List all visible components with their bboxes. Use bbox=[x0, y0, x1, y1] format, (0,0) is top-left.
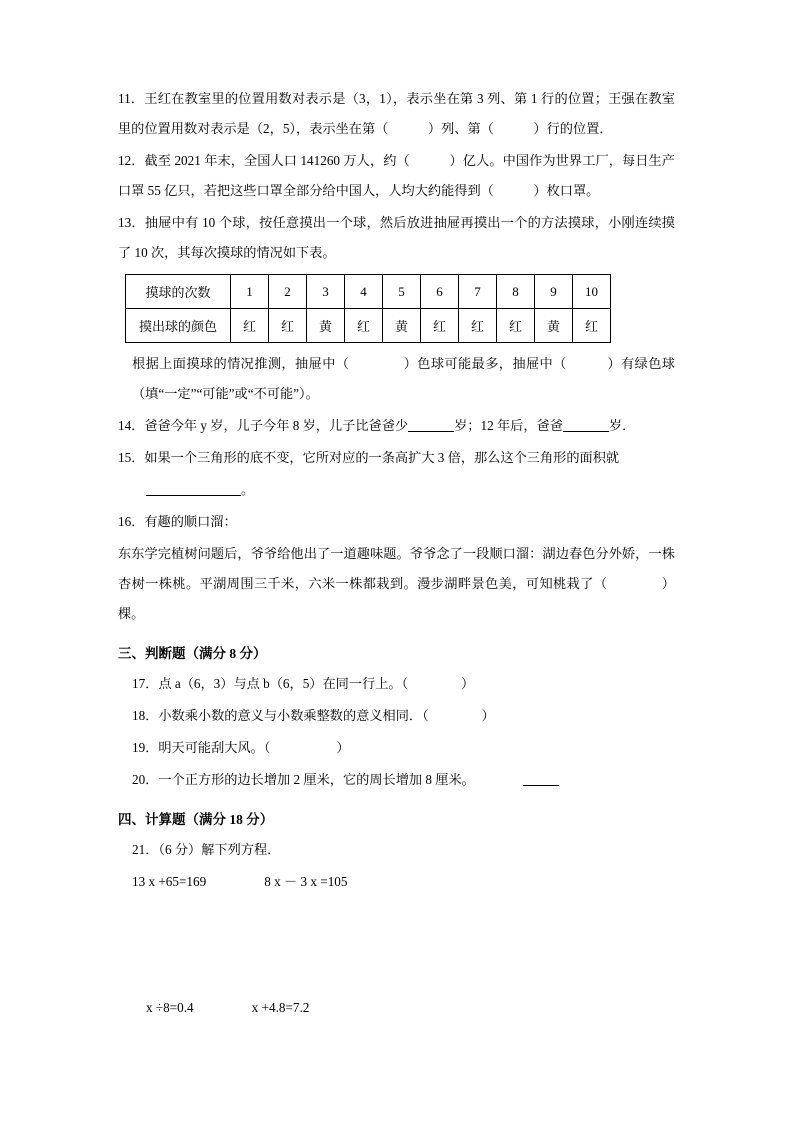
table-cell: 8 bbox=[497, 275, 535, 309]
question-19: 19．明天可能刮大风。（ ） bbox=[132, 740, 350, 755]
table-cell: 10 bbox=[573, 275, 611, 309]
question-14-part3: 岁． bbox=[608, 418, 636, 433]
table-cell: 1 bbox=[231, 275, 269, 309]
question-14 bbox=[118, 411, 675, 441]
answer-blank[interactable] bbox=[523, 771, 559, 786]
equation-2: 8 x － 3 x =105 bbox=[264, 874, 348, 889]
question-20-text: 20．一个正方形的边长增加 2 厘米，它的周长增加 8 厘米。 bbox=[132, 772, 475, 787]
table-cell: 2 bbox=[269, 275, 307, 309]
question-17: 17．点 a（6，3）与点 b（6，5）在同一行上。（ ） bbox=[132, 676, 475, 691]
table-row bbox=[126, 309, 611, 343]
question-16-body: 东东学完植树问题后，爷爷给他出了一道趣味题。爷爷念了一段顺口溜：湖边春色分外娇，一株杏树一株桃。平湖周围三千米，六米一株都栽到。漫步湖畔景色美，可知桃栽了（ ）棵。 bbox=[118, 546, 675, 621]
section-heading-3: 三、判断题（满分 8 分） bbox=[118, 646, 267, 661]
table-cell: 红 bbox=[345, 309, 383, 343]
equation-4: x +4.8=7.2 bbox=[251, 1000, 310, 1015]
answer-blank[interactable] bbox=[408, 417, 454, 432]
question-15-end: 。 bbox=[241, 482, 255, 497]
answer-blank[interactable] bbox=[146, 481, 241, 496]
question-16-title: 16．有趣的顺口溜： bbox=[118, 514, 237, 529]
table-row1-header: 摸球的次数 bbox=[126, 275, 231, 309]
table-cell: 红 bbox=[421, 309, 459, 343]
answer-blank[interactable] bbox=[563, 417, 609, 432]
section-heading-4: 四、计算题（满分 18 分） bbox=[118, 812, 274, 827]
table-cell: 6 bbox=[421, 275, 459, 309]
table-cell: 5 bbox=[383, 275, 421, 309]
table-cell: 黄 bbox=[307, 309, 345, 343]
equation-1: 13 x +65=169 bbox=[132, 874, 207, 889]
equation-row-2 bbox=[118, 993, 675, 1023]
question-21: 21．（6 分）解下列方程． bbox=[132, 842, 281, 857]
table-row2-header: 摸出球的颜色 bbox=[126, 309, 231, 343]
question-12: 12．截至 2021 年末，全国人口 141260 万人，约（ ）亿人。中国作为世界工厂，每日生产口罩 55 亿只，若把这些口罩全部分给中国人，人均大约能得到（ ）枚口罩。 bbox=[118, 153, 675, 198]
question-11: 11．王红在教室里的位置用数对表示是（3，1），表示坐在第 3 列、第 1 行的位置；王强在教室里的位置用数对表示是（2，5），表示坐在第（ ）列、第（ ）行的位置． bbox=[118, 91, 675, 136]
question-14-part1: 14．爸爸今年 y 岁，儿子今年 8 岁，儿子比爸爸少 bbox=[118, 418, 409, 433]
table-cell: 红 bbox=[269, 309, 307, 343]
table-cell: 红 bbox=[459, 309, 497, 343]
work-space bbox=[118, 897, 675, 993]
table-row bbox=[126, 275, 611, 309]
table-cell: 红 bbox=[573, 309, 611, 343]
table-cell: 4 bbox=[345, 275, 383, 309]
question-15 bbox=[118, 443, 675, 473]
table-cell: 3 bbox=[307, 275, 345, 309]
question-15-text: 15．如果一个三角形的底不变，它所对应的一条高扩大 3 倍，那么这个三角形的面积就 bbox=[118, 450, 620, 465]
question-14-part2: 岁；12 年后，爸爸 bbox=[454, 418, 563, 433]
table-cell: 7 bbox=[459, 275, 497, 309]
ball-draw-table bbox=[125, 274, 611, 343]
question-13: 13．抽屉中有 10 个球，按任意摸出一个球，然后放进抽屉再摸出一个的方法摸球，小刚连续摸了 10 次，其每次摸球的情况如下表。 bbox=[118, 215, 675, 260]
table-cell: 红 bbox=[497, 309, 535, 343]
table-cell: 黄 bbox=[535, 309, 573, 343]
table-cell: 黄 bbox=[383, 309, 421, 343]
question-18: 18．小数乘小数的意义与小数乘整数的意义相同．（ ） bbox=[132, 708, 495, 723]
table-cell: 红 bbox=[231, 309, 269, 343]
question-13-followup: 根据上面摸球的情况推测，抽屉中（ ）色球可能最多，抽屉中（ ）有绿色球（填“一定”“可能”或“不可能”）。 bbox=[132, 356, 675, 401]
equation-3: x ÷8=0.4 bbox=[146, 1000, 194, 1015]
question-15-blank-line bbox=[118, 475, 675, 505]
equation-row-1 bbox=[118, 867, 675, 897]
table-cell: 9 bbox=[535, 275, 573, 309]
question-20 bbox=[118, 765, 675, 795]
